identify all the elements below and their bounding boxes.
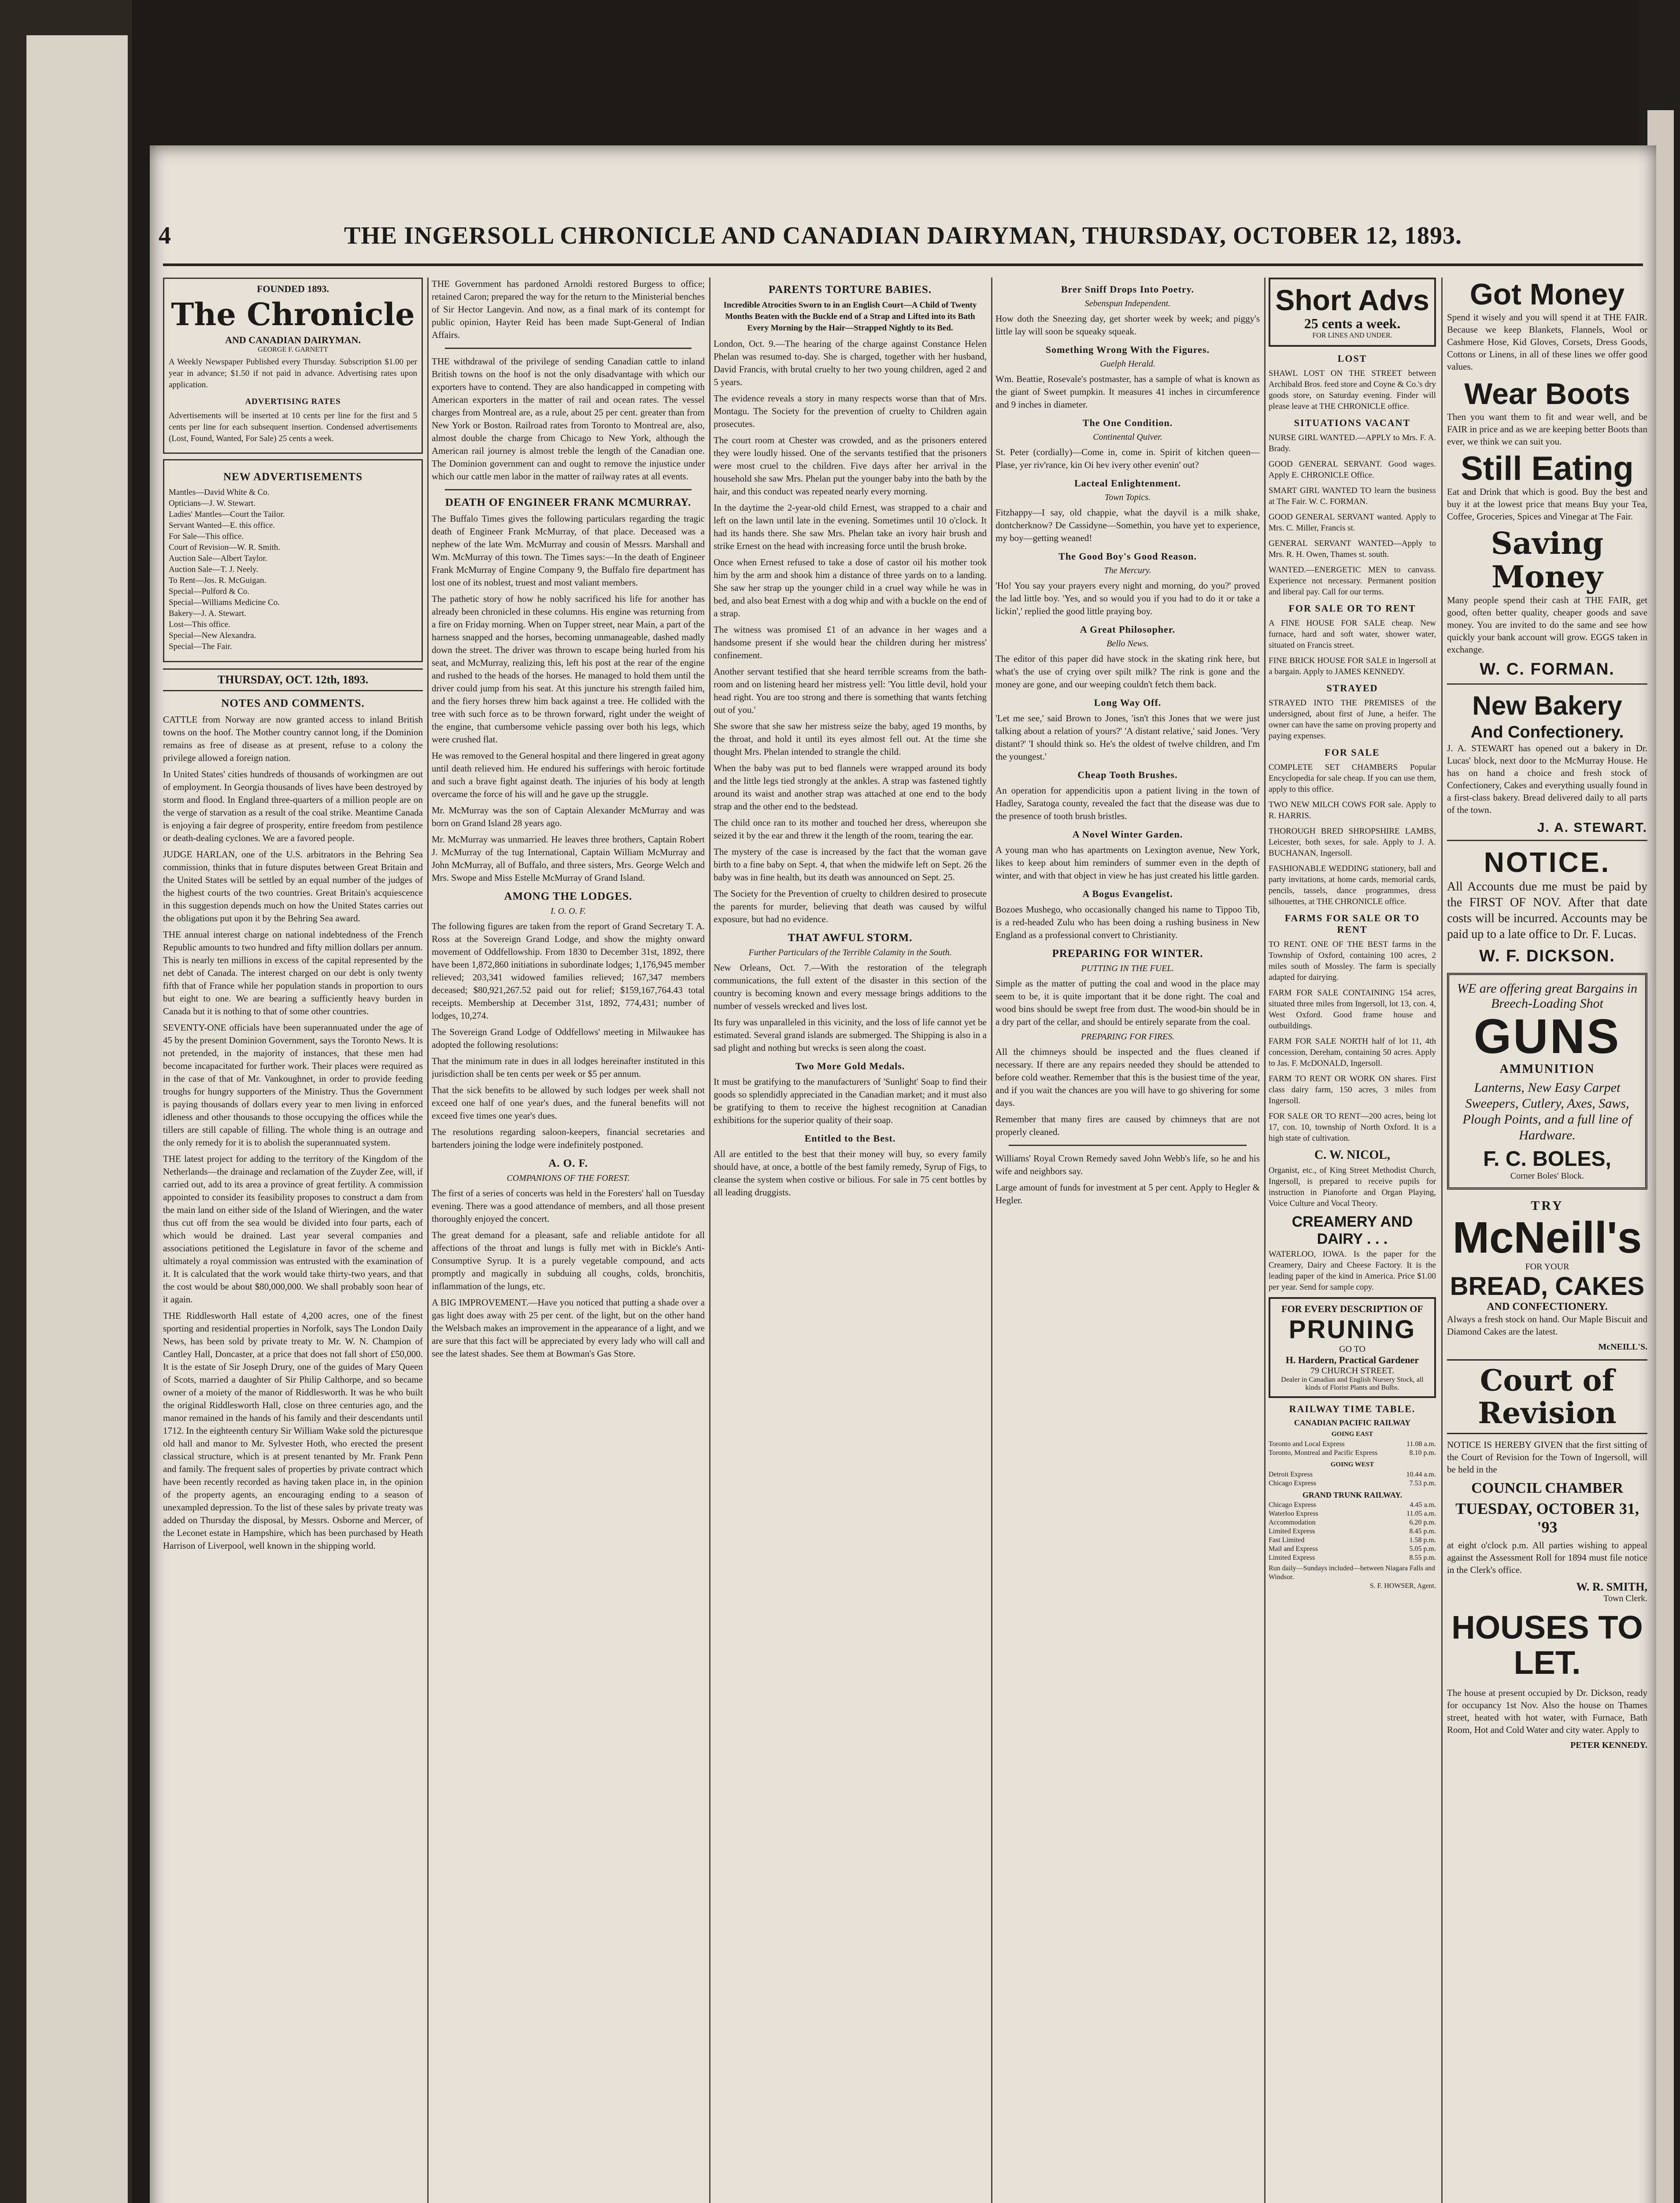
article-paragraph: When the baby was put to bed flannels were wrapped around its body and the little legs tied strongly at the ankles. A strap was fastened tightly around its waist and another strap was attached at one end to the body strap and the other end to the bedstead.	[714, 763, 987, 812]
section-heading-for-sale: FOR SALE	[1325, 747, 1380, 758]
article-source: Bello News.	[1106, 639, 1149, 649]
article-subheading: PREPARING FOR FIRES.	[1081, 1032, 1175, 1042]
article-heading: Something Wrong With the Figures.	[1045, 344, 1210, 355]
still-eating-heading: Still Eating	[1461, 450, 1634, 487]
article-heading: The Good Boy's Good Reason.	[1058, 551, 1197, 562]
list-item: Lost—This office.	[169, 620, 231, 629]
houses-to-let-heading: HOUSES TO LET.	[1451, 1609, 1643, 1681]
article-paragraph: All are entitled to the best that their money will buy, so every family should have, at once, a bottle of the best family remedy, Syrup of Figs, to cleanse the system when costive or bilious. For sale in 75 cent bottles by all leading druggists.	[714, 1149, 987, 1198]
timetable-row: Fast Limited 1.58 p.m.	[1269, 1536, 1436, 1544]
article-paragraph: A young man who has apartments on Lexington avenue, New York, likes to keep about him reminders of summer even in the depth of winter, and with that object in view he has just created his little garden.	[995, 845, 1260, 881]
classified-ad: TWO NEW MILCH COWS FOR sale. Apply to R. HARRIS.	[1269, 800, 1436, 820]
article-paragraph: It must be gratifying to the manufacturers of 'Sunlight' Soap to find their goods so splendidly appreciated in the Canadian market; and it must also be gratifying to them to receive the highest recognition at Canadian exhibitions for the superior quality of their soap.	[714, 1076, 987, 1125]
kennedy-signature: PETER KENNEDY.	[1570, 1740, 1647, 1750]
timetable-row: Mail and Express 5.05 p.m.	[1269, 1545, 1436, 1553]
article-heading: DEATH OF ENGINEER FRANK MCMURRAY.	[445, 497, 692, 508]
guns-heading: GUNS	[1473, 1009, 1621, 1064]
newspaper-page	[150, 145, 1656, 2203]
guns-ad-box	[1447, 973, 1647, 1190]
article-heading: Entitled to the Best.	[804, 1133, 896, 1144]
classified-ad: NURSE GIRL WANTED.—APPLY to Mrs. F. A. Brady.	[1269, 433, 1436, 453]
article-paragraph: 'Let me see,' said Brown to Jones, 'isn't this Jones that we were just talking about a relation of yours?' 'A distant relative,' said Jones. 'Very distant?' 'I should think so. He's the oldest of twelve children, and I'm the youngest.'	[995, 713, 1260, 762]
got-money-heading: Got Money	[1469, 278, 1625, 311]
list-item: Auction Sale—T. J. Neely.	[169, 565, 259, 574]
column-5-short-advs	[1269, 278, 1436, 2203]
page-masthead	[159, 216, 1647, 256]
houses-to-let-text: The house at present occupied by Dr. Dickson, ready for occupancy 1st Nov. Also the house on Thames street, heated with hot water, with Furnace, Bath Room, Hot and Cold Water and city water. Apply to	[1447, 1687, 1647, 1735]
article-heading: A Bogus Evangelist.	[1082, 888, 1173, 899]
article-heading: A Novel Winter Garden.	[1072, 829, 1183, 840]
article-paragraph: Its fury was unparalleled in this vicinity, and the loss of life cannot yet be estimated. Several grand islands are submerged. The Shipping is also in a sad plight and nothing but wrecks is seen along the coast.	[714, 1017, 987, 1053]
pruning-name: H. Hardern, Practical Gardener	[1285, 1354, 1419, 1365]
bakery-text: J. A. STEWART has opened out a bakery in Dr. Lucas' block, next door to the McMurray House. He has on hand a choice and fresh stock of Confectionery, Cakes and everything usually found in a first-class bakery. Bread delivered daily to all parts of the town.	[1447, 743, 1647, 815]
classified-ad: FARM FOR SALE CONTAINING 154 acres, situated three miles from Ingersoll, lot 13, con. 4, West Oxford. Good frame house and outbuildings.	[1269, 988, 1436, 1031]
article-paragraph: A BIG IMPROVEMENT.—Have you noticed that putting a shade over a gas light does away with 25 per cent. of the light, but on the other hand the Welsbach makes an improvement in the appearance of a light, and we are sure that this fact will be appreciated by every lady who will call and see the latest shades. See them at Bowman's Gas Store.	[432, 1297, 705, 1359]
classified-ad: THOROUGH BRED SHROPSHIRE LAMBS, Leicester, both sexes, for sale. Apply to J. A. BUCHANAN, Ingersoll.	[1269, 827, 1436, 858]
saving-money-heading: Saving Money	[1491, 526, 1604, 595]
article-paragraph: The Sovereign Grand Lodge of Oddfellows' meeting in Milwaukee has adopted the following resolutions:	[432, 1027, 705, 1050]
classified-ad: FASHIONABLE WEDDING stationery, ball and party invitations, at home cards, memorial cards, pencils, tassels, dance programmes, dress silhouettes, at THE CHRONICLE office.	[1269, 864, 1436, 906]
article-paragraph: She swore that she saw her mistress seize the baby, aged 19 months, by the throat, and hold it until its eyes almost fell out. At the time she thought Mrs. Phelan intended to strangle the child.	[714, 721, 987, 757]
article-paragraph: The Society for the Prevention of cruelty to children desired to prosecute the parents for murder, believing that death was caused by wilful exposure, but had no evidence.	[714, 888, 987, 924]
article-subheading: COMPANIONS OF THE FOREST.	[507, 1173, 630, 1183]
list-item: To Rent—Jos. R. McGuigan.	[169, 576, 266, 585]
chronicle-subtitle: AND CANADIAN DAIRYMAN.	[225, 334, 361, 345]
article-paragraph: Fitzhappy—I say, old chappie, what the dayvil is a milk shake, dontcherknow? De Cassidyne—Somethin, you have yet to experience, my boy—getting weaned!	[995, 507, 1260, 543]
masthead-title: THE INGERSOLL CHRONICLE AND CANADIAN DAIRYMAN, THURSDAY, OCTOBER 12, 1893.	[344, 222, 1462, 249]
new-bakery-heading: New Bakery	[1472, 691, 1622, 720]
article-paragraph: All the chimneys should be inspected and the flues cleaned if necessary. If there are any repairs needed they should be attended to before cold weather. Remember that this is the busiest time of the year, and if you wait the chances are you will have to go shivering for some days.	[995, 1046, 1260, 1108]
list-item: Bakery—J. A. Stewart.	[169, 609, 246, 618]
pruning-top-line: FOR EVERY DESCRIPTION OF	[1281, 1303, 1423, 1314]
article-paragraph: An operation for appendicitis upon a patient living in the town of Hadley, Saratoga county, revealed the fact that the disease was due to the presence of tooth brush bristles.	[995, 785, 1260, 821]
article-subheading: Further Particulars of the Terrible Calamity in the South.	[748, 948, 952, 957]
classified-ad: FINE BRICK HOUSE FOR SALE in Ingersoll at a bargain. Apply to JAMES KENNEDY.	[1269, 656, 1436, 676]
column-2	[432, 278, 705, 2203]
notes-heading: NOTES AND COMMENTS.	[221, 697, 365, 709]
list-item: Special—The Fair.	[169, 642, 232, 651]
short-advs-note: FOR LINES AND UNDER.	[1312, 332, 1392, 339]
article-paragraph: THE latest project for adding to the territory of the Kingdom of the Netherlands—the drainage and reclamation of the Zuyder Zee, will, if carried out, add to its area a province of great fertility. A commission appointed to consider its feasibility proposes to construct a dam from the main land on either side of the Island of Wieringen, and the water thus cut off from the sea would be divided into four parts, each of which would be drained. Last year several companies and associations petitioned the Legislature in favor of the scheme and ultimately a royal commission was entrusted with the examination of it. It is calculated that the work would take thirty-two years, and that the cost would be about $80,000,000. We shall probably soon hear of it again.	[163, 1153, 423, 1305]
timetable-row: Toronto, Montreal and Pacific Express 8.10 p.m.	[1269, 1449, 1436, 1457]
article-deck: Incredible Atrocities Sworn to in an English Court—A Child of Twenty Months Beaten with the Buckle end of a Strap and Lifted into its Bath Every Morning by the Hair—Strapped Nightly to its Bed.	[723, 300, 977, 333]
classified-ad: SMART GIRL WANTED TO learn the business at The Fair. W. C. FORMAN.	[1269, 486, 1436, 506]
ammunition-label: AMMUNITION	[1499, 1062, 1595, 1076]
list-item: Court of Revision—W. R. Smith.	[169, 543, 281, 552]
classified-ad: STRAYED INTO THE PREMISES of the undersigned, about first of June, a heifer. The owner can have the same on proving property and paying expenses.	[1269, 698, 1436, 741]
wear-boots-text: Then you want them to fit and wear well, and be FAIR in price and as we are keeping better Boots than ever, we think we can suit you.	[1447, 412, 1647, 447]
article-paragraph: Simple as the matter of putting the coal and wood in the place may seem to be, it is quite important that it be done right. The coal and wood bins should be swept free from dust. The wood-bin should be in a dry part of the cellar, and should be entirely separate from the coal.	[995, 978, 1260, 1027]
guns-offer-line: WE are offering great Bargains in	[1457, 981, 1638, 996]
article-heading: Two More Gold Medals.	[795, 1061, 905, 1072]
pruning-go-to: GO TO	[1339, 1344, 1365, 1354]
list-item: Servant Wanted—E. this office.	[169, 521, 275, 530]
article-paragraph: The witness was promised £1 of an advance in her wages and a handsome present if she would hear the children during her mistress' confinement.	[714, 624, 987, 660]
town-clerk-label: Town Clerk.	[1603, 1594, 1647, 1603]
list-item: Special—Williams Medicine Co.	[169, 598, 280, 607]
chronicle-editor: GEORGE F. GARNETT	[258, 346, 328, 353]
article-heading: A Great Philosopher.	[1080, 624, 1176, 635]
article-paragraph: The mystery of the case is increased by the fact that the woman gave birth to a fine baby on Sept. 4, that when the midwife left on Sept. 26 the baby was in fine health, but its death was announced on Sept. 25.	[714, 846, 987, 883]
article-paragraph: Remember that many fires are caused by chimneys that are not properly cleaned.	[995, 1114, 1260, 1137]
section-heading-situations: SITUATIONS VACANT	[1294, 417, 1411, 428]
mcneills-text: Always a fresh stock on hand. Our Maple Biscuit and Diamond Cakes are the latest.	[1447, 1314, 1647, 1337]
court-notice-text: NOTICE IS HEREBY GIVEN that the first sitting of the Court of Revision for the Town of Ingersoll, will be held in the	[1447, 1439, 1647, 1475]
article-subheading: I. O. O. F.	[550, 906, 586, 916]
article-paragraph: The editor of this paper did have stock in the skating rink here, but what's the use of crying over spilt milk? The rink is gone and the money are gone, and our weeping couldn't fetch them back.	[995, 653, 1260, 690]
list-item: Opticians—J. W. Stewart.	[169, 499, 255, 508]
page-number: 4	[159, 222, 171, 249]
column-3	[714, 278, 987, 2203]
article-paragraph: London, Oct. 9.—The hearing of the charge against Constance Helen Phelan was resumed to-day. She is charged, together with her husband, David Francis, with brutal cruelty to her two young children, aged 2 and 5 years.	[714, 338, 987, 387]
article-paragraph: The following figures are taken from the report of Grand Secretary T. A. Ross at the Sovereign Grand Lodge, and show the mighty onward movement of Oddfellowship. From 1830 to December 31st, 1892, there have been 1,872,860 initiations in subordinate lodges; 1,176,945 member relieved; 203,341 widowed families relieved; 167,347 members deceased; $80,921,267.52 paid out for relief; $159,167,764.43 total receipts. Membership at December 31st, 1892, 774,431; number of lodges, 10,274.	[432, 921, 705, 1021]
article-heading: PREPARING FOR WINTER.	[1052, 948, 1203, 960]
nicol-text: Organist, etc., of King Street Methodist Church, Ingersoll, is prepared to receive pupils for instruction in Pianoforte and Organ Playing, Voice Culture and Vocal Theory.	[1269, 1166, 1436, 1208]
going-east-label: GOING EAST	[1331, 1431, 1373, 1438]
railway-agent: S. F. HOWSER, Agent.	[1369, 1582, 1436, 1590]
boles-address: Corner Boles' Block.	[1510, 1171, 1584, 1181]
nicol-heading: C. W. NICOL,	[1314, 1148, 1390, 1162]
court-notice-text-2: at eight o'clock p.m. All parties wishing to appeal against the Assessment Roll for 1894 must file notice in the Clerk's office.	[1447, 1540, 1647, 1575]
article-heading: AMONG THE LODGES.	[504, 890, 633, 902]
new-advertisements-list	[169, 487, 417, 652]
article-paragraph: Mr. McMurray was the son of Captain Alexander McMurray and was born on Grand Island 28 years ago.	[432, 805, 705, 828]
classified-ad: TO RENT. ONE OF THE BEST farms in the Township of Oxford, containing 100 acres, 2 miles south of Mossley. The farm is specially adapted for dairying.	[1269, 940, 1436, 982]
classified-ad: WANTED.—ENERGETIC MEN to canvass. Experience not necessary. Permanent position and liberal pay. Call for our terms.	[1269, 565, 1436, 597]
railway-note: Run daily—Sundays included—between Niagara Falls and Windsor.	[1269, 1565, 1436, 1581]
list-item: Auction Sale—Albert Taylor.	[169, 554, 267, 563]
article-paragraph: The child once ran to its mother and touched her dress, whereupon she seized it by the ear and threw it the length of the room, tearing the ear.	[714, 817, 987, 841]
classified-ad: FARM TO RENT OR WORK ON shares. First class dairy farm, 150 acres, 3 miles from Ingersoll.	[1269, 1074, 1436, 1105]
timetable-row: Toronto and Local Express 11.08 a.m.	[1269, 1440, 1436, 1448]
got-money-text: Spend it wisely and you will spend it at THE FAIR. Because we keep Blankets, Flannels, Wool or Cashmere Hose, Kid Gloves, Corsets, Dress Goods, Cottons or Linens, in all of these lines we offer good values.	[1447, 312, 1647, 372]
notice-text: All Accounts due me must be paid by the FIRST OF NOV. After that date costs will be incurred. Accounts may be paid up to a late office to Dr. F. Lucas.	[1447, 880, 1647, 941]
column-rule	[991, 278, 992, 2203]
court-of-revision-heading: Court of Revision	[1447, 1359, 1647, 1434]
article-source: Continental Quiver.	[1093, 432, 1162, 442]
article-heading: THAT AWFUL STORM.	[788, 932, 913, 944]
hardware-list: Lanterns, New Easy Carpet Sweepers, Cutlery, Axes, Saws, Plough Points, and a full line of Hardware.	[1462, 1080, 1632, 1142]
classified-ad: FARM FOR SALE NORTH half of lot 11, 4th concession, Dereham, containing 50 acres. Apply to Jas. F. McDONALD, Ingersoll.	[1269, 1037, 1436, 1068]
for-your-label: FOR YOUR	[1525, 1262, 1569, 1272]
creamery-heading: CREAMERY AND DAIRY . . .	[1291, 1213, 1413, 1247]
railway-timetable	[1269, 1418, 1436, 1591]
article-paragraph: Once when Ernest refused to take a dose of castor oil his mother took him by the arm and shook him a distance of three yards on to a landing. She saw her strap up the younger child in a cruel way while he was in bed, and also beat Ernest with a dog whip and with a buckle on the end of a strap.	[714, 557, 987, 619]
short-advs-box	[1269, 278, 1436, 347]
pruning-ad-box	[1269, 1297, 1436, 1398]
mcneills-signature: McNEILL'S.	[1598, 1342, 1647, 1352]
short-advs-price: 25 cents a week.	[1304, 315, 1401, 331]
article-paragraph: Another servant testified that she heard terrible screams from the bath-room and on listening heard her mistress yell: 'You little devil, hold your head right. You are too strong and there is something that wants fetching out of you.'	[714, 666, 987, 715]
new-advertisements-box	[163, 459, 423, 662]
dickson-signature: W. F. DICKSON.	[1479, 947, 1615, 965]
article-heading: PARENTS TORTURE BABIES.	[768, 284, 932, 296]
article-subheading: PUTTING IN THE FUEL.	[1081, 964, 1174, 973]
cpr-heading: CANADIAN PACIFIC RAILWAY	[1294, 1418, 1411, 1427]
article-paragraph: SEVENTY-ONE officials have been superannuated under the age of 45 by the present Dominion Government, says the Toronto News. It is not pretended, in the majority of instances, that these men had become incapacitated for further work. Their places were required as in the case of that of Mr. Vankoughnet, in order to provide feeding troughs for hungry supporters of the Ministry. Thus the Government is paying thousands of dollars every year to men living in enforced idleness and other thousands to those occupying the offices while the tillers are still capable of filling. The whole thing is an outrage and the only remedy for it is to abolish the superannuated system.	[163, 1022, 423, 1148]
classified-ad: COMPLETE SET CHAMBERS Popular Encyclopedia for sale cheap. If you can use them, apply to this office.	[1269, 763, 1436, 794]
confectionery-subheading: And Confectionery.	[1470, 723, 1624, 742]
section-heading-lost: LOST	[1337, 353, 1367, 364]
article-heading: The One Condition.	[1082, 417, 1173, 428]
article-source: Town Topics.	[1104, 493, 1151, 502]
classified-ad: GENERAL SERVANT WANTED—Apply to Mrs. R. H. Owen, Thames st. south.	[1269, 539, 1436, 559]
railway-heading: RAILWAY TIME TABLE.	[1289, 1403, 1416, 1414]
smith-signature: W. R. SMITH,	[1576, 1580, 1647, 1593]
stewart-signature: J. A. STEWART.	[1537, 820, 1647, 835]
article-paragraph: The evidence reveals a story in many respects worse than that of Mrs. Montagu. The Society for the prevention of cruelty to Children again prosecutes.	[714, 393, 987, 429]
article-source: Guelph Herald.	[1100, 359, 1155, 369]
mcneills-heading: McNeill's	[1452, 1213, 1642, 1262]
list-item: Special—New Alexandra.	[169, 631, 256, 640]
bread-cakes-heading: BREAD, CAKES	[1450, 1272, 1645, 1301]
adjacent-page-strip-left	[26, 35, 128, 2203]
column-rule	[1441, 278, 1443, 2203]
article-paragraph: In United States' cities hundreds of thousands of workingmen are out of employment. In Georgia thousands of lives have been destroyed by storm and flood. In England three-quarters of a million people are on the verge of starvation as a result of the coal strike. Meantime Canada is enjoying a fair degree of prosperity, entire freedom from pestilence or death-dealing cyclones. We are a favored people.	[163, 769, 423, 843]
column-4	[995, 278, 1260, 2203]
list-item: Mantles—David White & Co.	[169, 488, 270, 497]
classified-ad: FOR SALE OR TO RENT—200 acres, being lot 17, con. 10, township of North Oxford. It is a high state of cultivation.	[1269, 1112, 1436, 1143]
article-paragraph: Williams' Royal Crown Remedy saved John Webb's life, so he and his wife and neighbors say.	[995, 1153, 1260, 1176]
saving-money-text: Many people spend their cash at THE FAIR, get good, often better quality, cheaper goods and save money. You are invited to do the same and see how quickly your bank account will grow. EGGS taken in exchange.	[1447, 595, 1647, 655]
pruning-address: 79 CHURCH STREET.	[1310, 1366, 1395, 1376]
article-paragraph: The great demand for a pleasant, safe and reliable antidote for all affections of the throat and lungs is fully met with in Bickle's Anti-Consumptive Syrup. It is a purely vegetable compound, and acts promptly and magically in subduing all coughs, colds, bronchitis, inflammation of the lungs, etc.	[432, 1230, 705, 1291]
column-1	[163, 278, 423, 2203]
pruning-heading: PRUNING	[1288, 1315, 1416, 1344]
article-paragraph: Wm. Beattie, Rosevale's postmaster, has a sample of what is known as the giant of Sweet pumpkin. It measures 41 inches in circumference and 9 inches in diameter.	[995, 374, 1260, 410]
section-heading-strayed: STRAYED	[1326, 682, 1378, 694]
pruning-note: Dealer in Canadian and English Nursery Stock, all kinds of Florist Plants and Bulbs.	[1281, 1376, 1424, 1391]
timetable-row: Limited Express 8.45 p.m.	[1269, 1528, 1436, 1535]
masthead-rule	[163, 263, 1643, 266]
chronicle-nameplate: The Chronicle	[171, 296, 415, 333]
article-paragraph: St. Peter (cordially)—Come in, come in. Spirit of kitchen queen—Plase, yer riv'rance, kin Oi hev ivery other evenin' out?	[995, 447, 1260, 470]
guns-breech-line: Breech-Loading Shot	[1491, 996, 1603, 1011]
rates-text: Advertisements will be inserted at 10 cents per line for the first and 5 cents per line for each subsequent insertion. Condensed advertisements (Lost, Found, Wanted, For Sale) 25 cents a week.	[169, 411, 417, 443]
article-paragraph: THE Government has pardoned Arnoldi restored Burgess to office; retained Caron; prepared the way for the return to the Ministerial benches of Sir Hector Langevin. And now, as a final mark of its contempt for public opinion, Hayter Reid has been made Supt-General of Indian Affairs.	[432, 278, 705, 340]
list-item: Special—Pulford & Co.	[169, 587, 250, 596]
article-source: Sebenspun Independent.	[1084, 299, 1171, 308]
article-paragraph: Large amount of funds for investment at 5 per cent. Apply to Hegler & Hegler.	[995, 1182, 1260, 1205]
timetable-row: Chicago Express 4.45 a.m.	[1269, 1501, 1436, 1509]
and-confectionery-label: AND CONFECTIONERY.	[1487, 1301, 1608, 1313]
article-heading: Long Way Off.	[1094, 697, 1162, 708]
still-eating-text: Eat and Drink that which is good. Buy the best and buy it at the lowest price that means Buy your Tea, Coffee, Groceries, Spices and Vinegar at The Fair.	[1447, 486, 1647, 522]
article-paragraph: In the daytime the 2-year-old child Ernest, was strapped to a chair and left on the lawn until late in the evening. Sometimes until 10 o'clock. It had its hands there. She saw Mrs. Phelan take an ivory hair brush and strike Ernest on the head with increasing force until the brush broke.	[714, 502, 987, 551]
list-item: For Sale—This office.	[169, 532, 244, 541]
article-paragraph: The first of a series of concerts was held in the Foresters' hall on Tuesday evening. There was a good attendance of members, and all those present thoroughly enjoyed the concert.	[432, 1188, 705, 1224]
timetable-row: Waterloo Express 11.05 a.m.	[1269, 1510, 1436, 1517]
article-paragraph: The court room at Chester was crowded, and as the prisoners entered they were loudly hissed. One of the servants testified that the prisoners were most cruel to the children. Five days after her arrival in the household she saw Mrs. Phelan put the younger baby into the bath by the hair, and this conduct was repeated nearly every morning.	[714, 435, 987, 497]
article-paragraph: How doth the Sneezing day, get shorter week by week; and piggy's little lay will soon be squeaky squeak.	[995, 313, 1260, 337]
new-advertisements-heading: NEW ADVERTISEMENTS	[223, 471, 363, 483]
classified-ad: SHAWL LOST ON THE STREET between Archibald Bros. feed store and Coyne & Co.'s dry goods store, on Saturday evening. Finder will please leave at THE CHRONICLE office.	[1269, 369, 1436, 411]
article-paragraph: THE Riddlesworth Hall estate of 4,200 acres, one of the finest sporting and residential properties in Norfolk, says The London Daily News, has been sold by private treaty to Mr. W. N. Champion of Cantley Hall, Doncaster, at a price that does not fall short of £50,000. It is the estate of Sir Joseph Drury, one of the guides of Mary Queen of Scots, married a daughter of Sir Philip Calthorpe, and so became owner of a moiety of the manor of Riddlesworth. It was he who built the original Riddlesworth Hall, close on three centuries ago, and the manor remained in the hands of his family and their descendants until 1712. In the eighteenth century Sir William Wake sold the picturesque old hall and manor to Mr. Sylvester Hoth, who erected the present classical structure, which is at present tenanted by Mr. Frank Penn and family. The frequent sales of properties by private contract which have been recently recorded as having taken place in, in the opinion of the property agents, an encouraging ending to a season of unexampled depression. To the list of these sales by private treaty was added on Thursday the disposal, by Messrs. Osborne and Mercer, of the Leconet estate in Hampshire, which has been purchased by Heath Harrison of Liverpool, well known in the shipping world.	[163, 1310, 423, 1551]
article-heading: Cheap Tooth Brushes.	[1077, 769, 1178, 780]
wear-boots-heading: Wear Boots	[1464, 377, 1630, 411]
column-rule	[427, 278, 429, 2203]
article-heading: Brer Sniff Drops Into Poetry.	[1061, 284, 1195, 295]
chronicle-nameplate-box	[163, 278, 423, 454]
column-rule	[1264, 278, 1266, 2203]
try-label: TRY	[1531, 1198, 1564, 1213]
column-6-display-ads	[1447, 278, 1647, 2203]
article-paragraph: The resolutions regarding saloon-keepers, financial secretaries and bartenders joining the lodge were indefinitely postponed.	[432, 1127, 705, 1150]
article-paragraph: Mr. McMurray was unmarried. He leaves three brothers, Captain Robert J. McMurray of the tug International, Captain William McMurray and John McMurray, all of Buffalo, and three sisters, Mrs. George Welch and Mrs. Swope and Miss Estelle McMurray of Grand Island.	[432, 834, 705, 883]
article-paragraph: The Buffalo Times gives the following particulars regarding the tragic death of Engineer Frank McMurray, of that place. Deceased was a nephew of the late Wm. McMurray and cousin of Messrs. Marshall and Wm. McMurray of this town. The Times says:—In the death of Engineer Frank McMurray of Engine Company 9, the Buffalo fire department has lost one of its noblest, truest and most valiant members.	[432, 513, 705, 588]
boles-signature: F. C. BOLES,	[1483, 1147, 1611, 1171]
article-source: The Mercury.	[1104, 566, 1151, 575]
rates-heading: ADVERTISING RATES	[245, 397, 341, 406]
issue-dateline: THURSDAY, OCT. 12th, 1893.	[163, 668, 423, 691]
list-item: Ladies' Mantles—Court the Tailor.	[169, 510, 285, 519]
section-heading-for-sale-or-rent: FOR SALE OR TO RENT	[1288, 603, 1416, 614]
article-heading: Lacteal Enlightenment.	[1074, 478, 1181, 489]
founded-line: FOUNDED 1893.	[257, 283, 329, 294]
article-paragraph: Bozoes Mushego, who occasionally changed his name to Tippoo Tib, is a red-headed Zulu who has been doing a rushing business in New England as a professional convert to Christianity.	[995, 904, 1260, 940]
classified-ad: A FINE HOUSE FOR SALE cheap. New furnace, hard and soft water, shower water, situated on Francis street.	[1269, 619, 1436, 650]
gtr-heading: GRAND TRUNK RAILWAY.	[1302, 1491, 1402, 1499]
article-paragraph: THE annual interest charge on national indebtedness of the French Republic amounts to two hundred and fifty million dollars per annum. This is nearly ten millions in excess of the capital represented by the net debt of Canada. The interest charged on our debt is only twenty fifth that of France while her population stands in proportion to ours but eight to one. We are bearing a sufficiently heavy burden in Canada but it is nothing to that of some other countries.	[163, 929, 423, 1016]
subscription-text: A Weekly Newspaper Published every Thursday. Subscription $1.00 per year in advance; $1.50 if not paid in advance. Advertising rates upon application.	[169, 357, 417, 389]
article-paragraph: New Orleans, Oct. 7.—With the restoration of the telegraph communications, the full extent of the disaster in this section of the country is becoming known and every message brings additions to the number of vessels wrecked and lives lost.	[714, 962, 987, 1011]
article-paragraph: CATTLE from Norway are now granted access to inland British towns on the hoof. The Mother country cannot long, if the Dominion remains as free of disease as at present, refuse to a colony the privilege allowed a foreign nation.	[163, 714, 423, 763]
timetable-row: Accommodation 6.20 p.m.	[1269, 1519, 1436, 1526]
article-paragraph: The pathetic story of how he nobly sacrificed his life for another has already been chronicled in these columns. His engine was returning from a fire on Friday morning. When on Tupper street, near Main, a part of the harness snapped and the horses, becoming unmanageable, dashed madly down the street. The driver was thrown to escape being hurled from his seat, and McMurray, realizing this, left his post at the rear of the engine and rushed to the heads of the horses. He managed to hold them until the driver could jump from his seat. At this juncture his strength failed him, and the fiery horses threw him back against a tree. He collided with the tree with such force as to be thrown forward, right under the weight of the engine, that cumbersome vehicle passing over both his legs, which were crushed flat.	[432, 593, 705, 745]
article-heading: A. O. F.	[548, 1157, 588, 1169]
short-advs-title: Short Advs	[1275, 284, 1429, 316]
section-heading-farms: FARMS FOR SALE OR TO RENT	[1284, 912, 1420, 935]
article-paragraph: That the minimum rate in dues in all lodges hereinafter instituted in this jurisdiction shall be ten cents per week or $5 per annum.	[432, 1056, 705, 1079]
article-paragraph: JUDGE HARLAN, one of the U.S. arbitrators in the Behring Sea commission, thinks that in future disputes between Great Britain and the United States will be settled by an equal number of the judges of the highest courts of the two countries. Great Britain's acquiescence in this suggestion depends much on how the United States carries out the obligations put upon it by the Behring Sea award.	[163, 849, 423, 923]
article-paragraph: He was removed to the General hospital and there lingered in great agony until death relieved him. He endured his sufferings with heroic fortitude and such a brave fight against death. The injuries of his body at length overcame the force of his will and he gave up the struggle.	[432, 750, 705, 799]
article-paragraph: THE withdrawal of the privilege of sending Canadian cattle to inland British towns on the hoof is not the only disadvantage with which our exporters have to contend. They are also handicapped in competing with American exporters in the matter of rail and ocean rates. The vessel charges from Montreal are, as a rule, about 25 per cent. greater than from New York or Boston. Railroad rates from Toronto to Montreal are, also, almost double the charge from Chicago to New York, although the American rail journey is almost treble the length of the Canadian one. The Dominion government can and ought to remove the injustice under which our cattle men labor in the matter of railway rates at all events.	[432, 356, 705, 482]
council-chamber-label: COUNCIL CHAMBER	[1471, 1480, 1623, 1496]
forman-signature: W. C. FORMAN.	[1480, 660, 1615, 679]
classified-ad: GOOD GENERAL SERVANT. Good wages. Apply E. CHRONICLE Office.	[1269, 460, 1436, 480]
column-rule	[709, 278, 710, 2203]
court-date: TUESDAY, OCTOBER 31, '93	[1455, 1500, 1639, 1536]
timetable-row: Detroit Express 10.44 a.m.	[1269, 1471, 1436, 1478]
timetable-row: Chicago Express 7.53 p.m.	[1269, 1480, 1436, 1487]
creamery-text: WATERLOO, IOWA. Is the paper for the Creamery, Dairy and Cheese Factory. It is the leading paper of the kind in America. Price $1.00 per year. Send for sample copy.	[1269, 1250, 1436, 1292]
classified-ad: GOOD GENERAL SERVANT wanted. Apply to Mrs. C. Miller, Francis st.	[1269, 512, 1436, 533]
timetable-row: Limited Express 8.55 p.m.	[1269, 1554, 1436, 1561]
article-paragraph: That the sick benefits to be allowed by such lodges per week shall not exceed one half of one year's dues, and the funeral benefits will not exceed five times one year's dues.	[432, 1085, 705, 1121]
going-west-label: GOING WEST	[1330, 1461, 1374, 1468]
notice-heading: NOTICE.	[1484, 846, 1611, 878]
article-paragraph: 'Ho! You say your prayers every night and morning, do you?' proved the lad little boy. 'Yes, and so would you if you had to do it or take a lickin',' replied the good little praying boy.	[995, 580, 1260, 616]
